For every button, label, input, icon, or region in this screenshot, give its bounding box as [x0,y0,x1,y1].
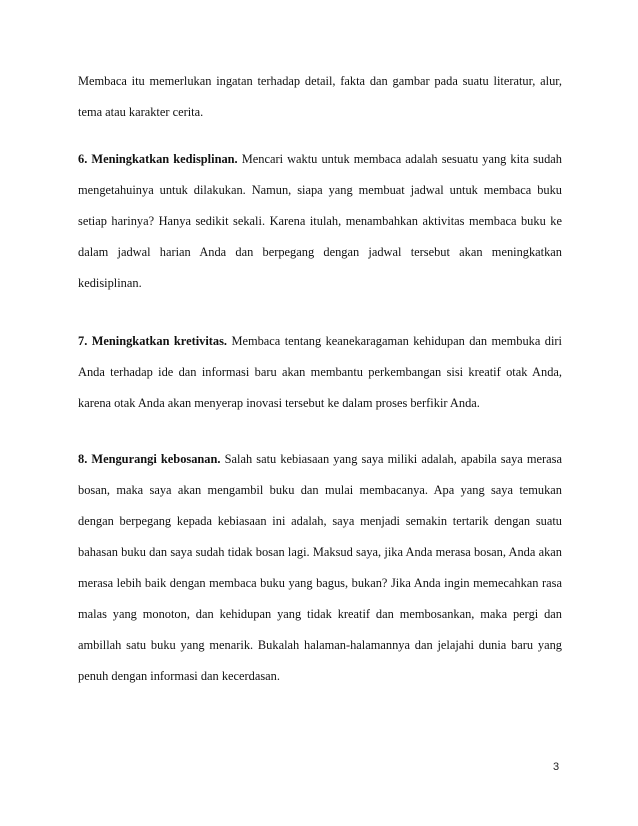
intro-paragraph: Membaca itu memerlukan ingatan terhadap detail, fakta dan gambar pada suatu literatur, alur, tema atau karakter cerita. [78,74,562,119]
section-6-paragraph [78,144,562,299]
section-8-paragraph [78,444,562,692]
section-7-body: Membaca tentang keanekaragaman kehidupan dan membuka diri Anda terhadap ide dan informasi baru akan membantu perkembangan sisi kreatif otak Anda, karena otak Anda akan menyerap inovasi tersebut ke dalam proses berfikir Anda. [78,334,562,410]
section-8-heading: 8. Mengurangi kebosanan. [78,452,221,466]
section-7-paragraph [78,326,562,419]
section-7-heading: 7. Meningkatkan kretivitas. [78,334,228,348]
section-6-body: Mencari waktu untuk membaca adalah sesuatu yang kita sudah mengetahuinya untuk dilakukan. Namun, siapa yang membuat jadwal untuk membaca buku setiap harinya? Hanya sedikit sekali. Karena itulah, menambahkan aktivitas membaca buku ke dalam jadwal harian Anda dan berpegang dengan jadwal tersebut akan meningkatkan kedisiplinan. [78,152,562,290]
section-8-body: Salah satu kebiasaan yang saya miliki adalah, apabila saya merasa bosan, maka saya akan mengambil buku dan mulai membacanya. Apa yang saya temukan dengan berpegang kepada kebiasaan ini adalah, saya menjadi semakin tertarik dengan suatu bahasan buku dan saya sudah tidak bosan lagi. Maksud saya, jika Anda merasa bosan, Anda akan merasa lebih baik dengan membaca buku yang bagus, bukan? Jika Anda ingin memecahkan rasa malas yang monoton, dan kehidupan yang tidak kreatif dan membosankan, maka pergi dan ambillah satu buku yang menarik. Bukalah halaman-halamannya dan jelajahi dunia baru yang penuh dengan informasi dan kecerdasan. [78,452,562,683]
section-6-heading: 6. Meningkatkan kedisplinan. [78,152,238,166]
page-number: 3 [553,761,560,773]
